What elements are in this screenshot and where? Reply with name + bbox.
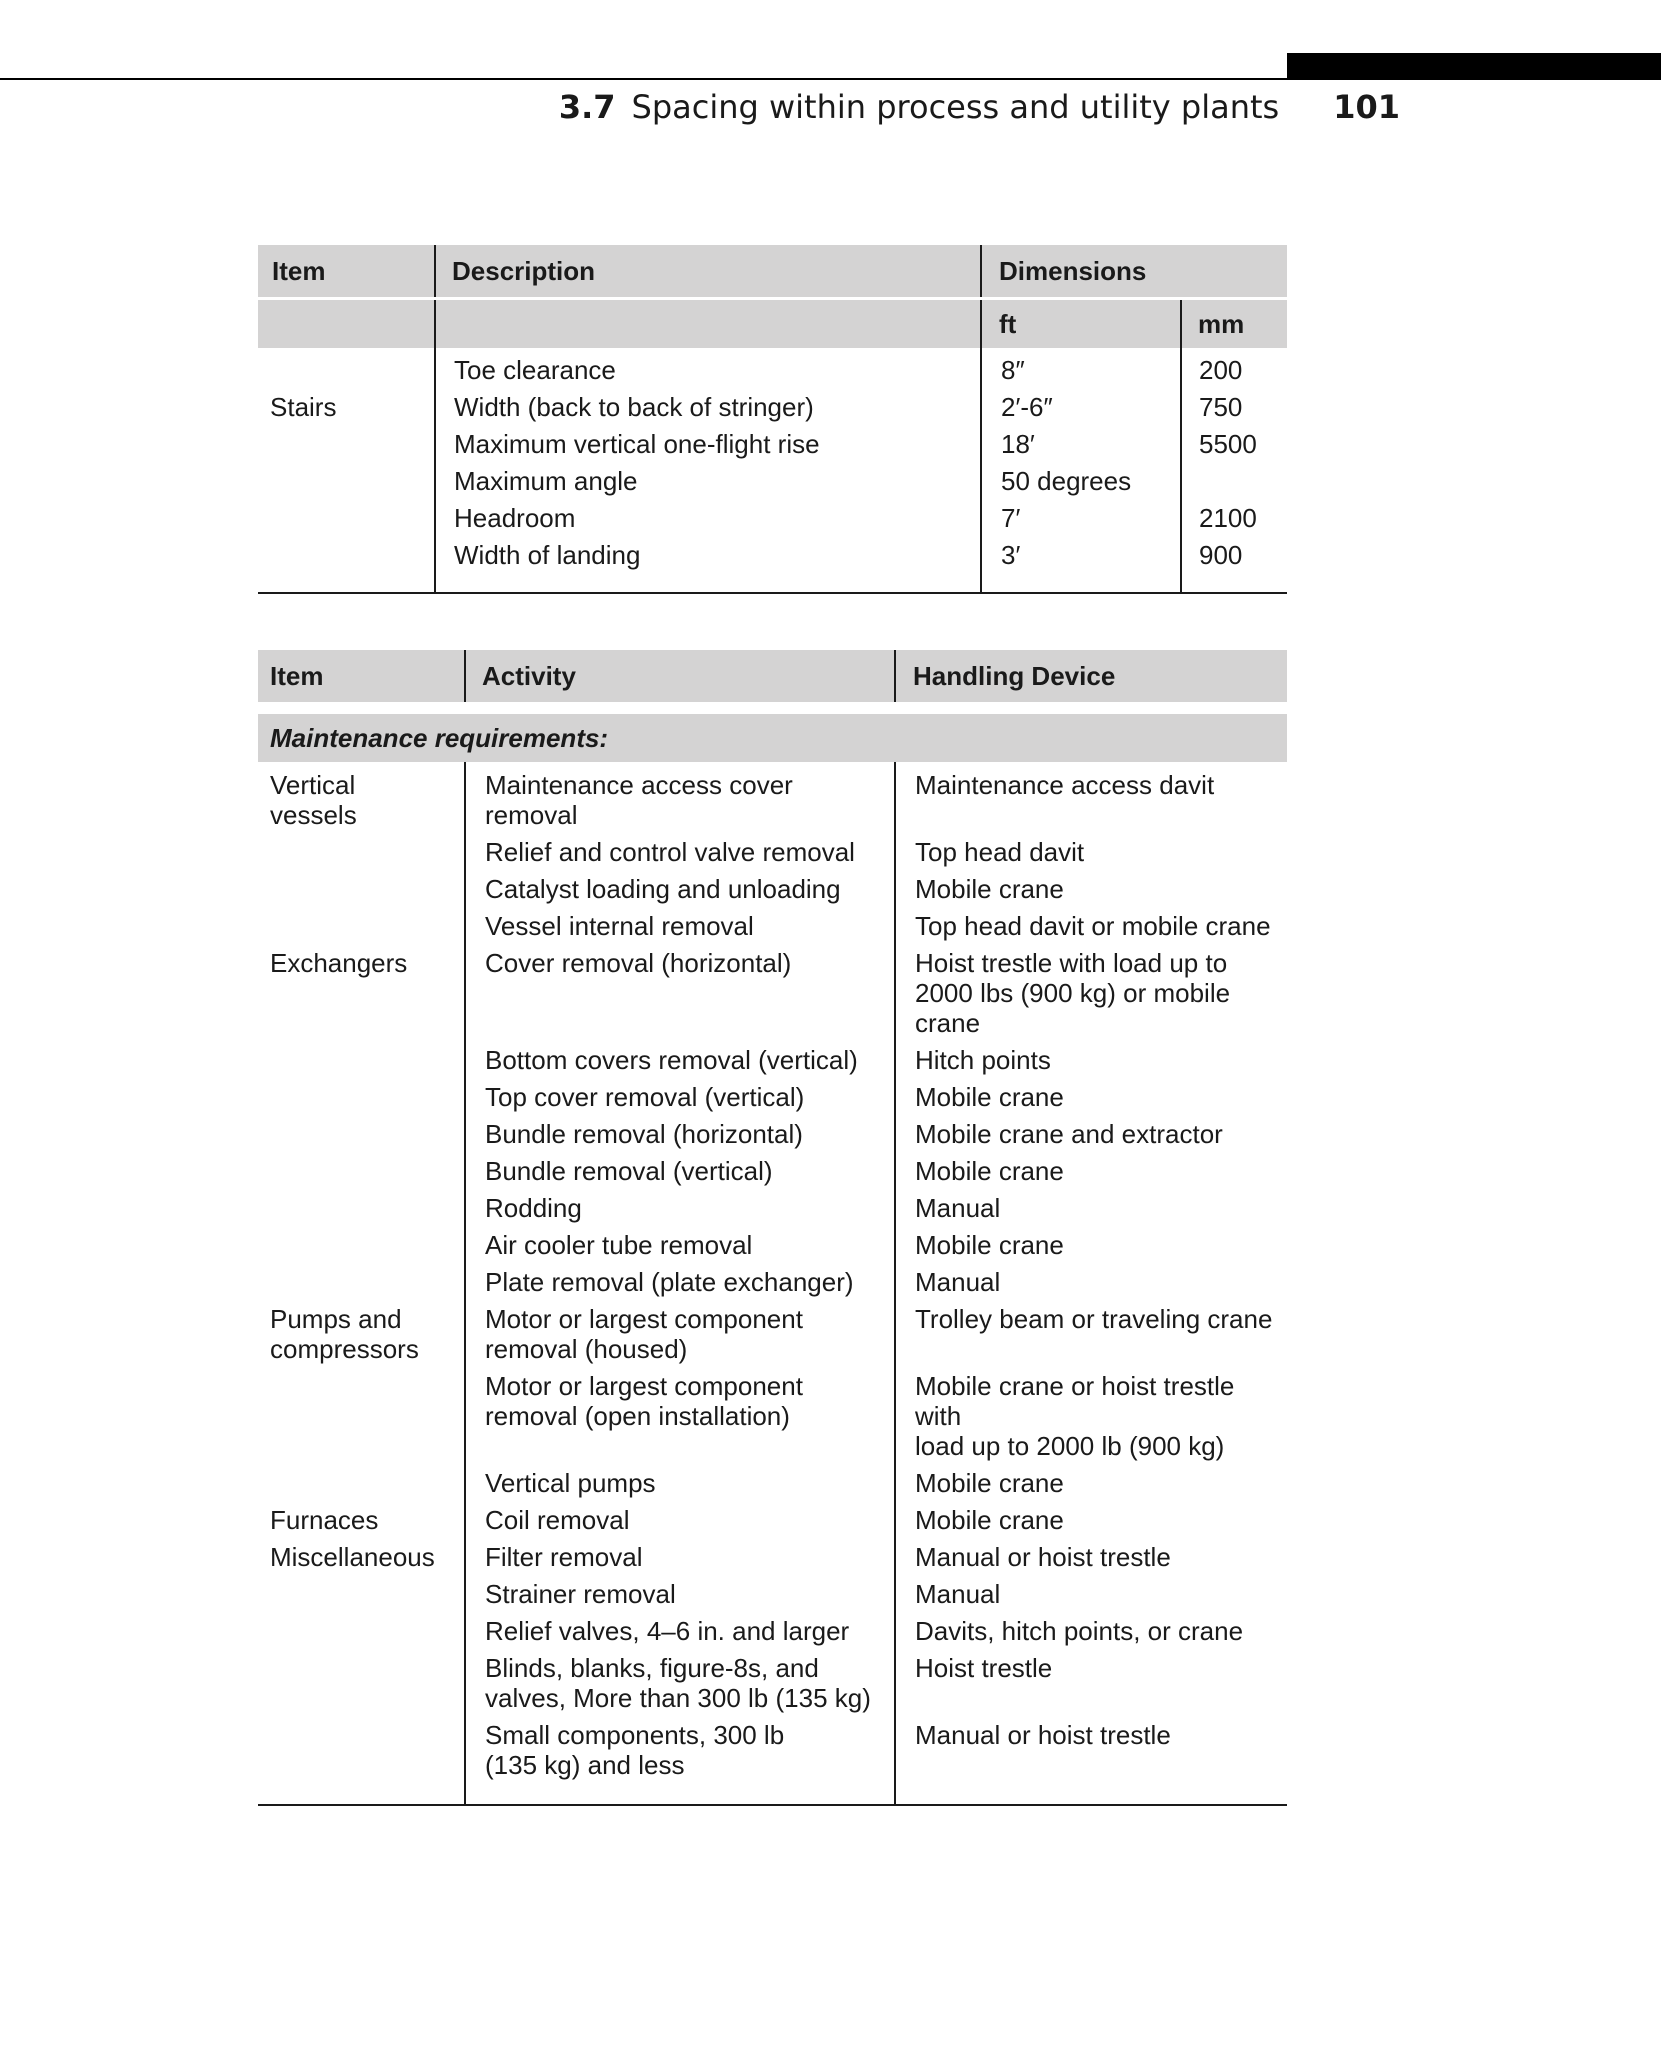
device-cell	[895, 908, 1287, 945]
header-mm: mm	[1181, 299, 1287, 349]
item-line: compressors	[270, 1334, 419, 1364]
activity-line: Motor or largest component	[485, 1304, 803, 1334]
header-item-blank	[258, 299, 435, 349]
activity-line: removal (housed)	[485, 1334, 688, 1364]
mm-value: 200	[1199, 355, 1243, 385]
activity-line: removal (open installation)	[485, 1401, 790, 1431]
activity-cell	[465, 1227, 895, 1264]
item-cell	[258, 908, 465, 945]
device-cell	[895, 1539, 1287, 1576]
item-cell	[258, 1116, 465, 1153]
item-cell	[258, 1576, 465, 1613]
mm-cell	[1181, 348, 1287, 593]
spacer-row	[258, 702, 1287, 714]
activity-cell	[465, 1264, 895, 1301]
activity-cell	[465, 1613, 895, 1650]
item-line: Exchangers	[270, 948, 408, 978]
device-line: Davits, hitch points, or crane	[915, 1616, 1244, 1646]
activity-line: Bottom covers removal (vertical)	[485, 1045, 858, 1075]
header-description: Description	[435, 245, 981, 299]
table-row	[258, 945, 1287, 1042]
item-cell	[258, 945, 465, 1042]
item-cell	[258, 1042, 465, 1079]
activity-line: Relief valves, 4–6 in. and larger	[485, 1616, 850, 1646]
activity-line: Blinds, blanks, figure-8s, and	[485, 1653, 819, 1683]
table-row	[258, 1153, 1287, 1190]
description-line: Width of landing	[454, 540, 641, 570]
ft-value: 50 degrees	[1001, 466, 1132, 496]
device-line: Mobile crane	[915, 1468, 1064, 1498]
activity-cell	[465, 1465, 895, 1502]
activity-line: Strainer removal	[485, 1579, 676, 1609]
header-activity: Activity	[465, 650, 895, 702]
device-line: Mobile crane	[915, 1082, 1064, 1112]
header-item: Item	[258, 245, 435, 299]
description-line: Width (back to back of stringer)	[454, 392, 814, 422]
item-cell	[258, 1650, 465, 1717]
activity-line: Top cover removal (vertical)	[485, 1082, 805, 1112]
activity-line: Rodding	[485, 1193, 582, 1223]
activity-line: Maintenance access cover	[485, 770, 793, 800]
device-cell	[895, 1227, 1287, 1264]
ft-value: 2′-6″	[1001, 392, 1053, 422]
activity-cell	[465, 908, 895, 945]
activity-line: Vessel internal removal	[485, 911, 754, 941]
activity-line: Vertical pumps	[485, 1468, 656, 1498]
device-line: Manual or hoist trestle	[915, 1542, 1171, 1572]
item-cell	[258, 1465, 465, 1502]
mm-value	[1199, 463, 1287, 500]
activity-line: Plate removal (plate exchanger)	[485, 1267, 854, 1297]
activity-cell	[465, 1539, 895, 1576]
stairs-dimensions-table	[258, 245, 1287, 594]
item-line: Vertical	[270, 770, 356, 800]
device-cell	[895, 1042, 1287, 1079]
device-line: load up to 2000 lb (900 kg)	[915, 1431, 1225, 1461]
description-cell	[435, 348, 981, 593]
activity-line: (135 kg) and less	[485, 1750, 685, 1780]
item-line: Furnaces	[270, 1505, 379, 1535]
activity-cell	[465, 1717, 895, 1805]
activity-line: Bundle removal (vertical)	[485, 1156, 773, 1186]
activity-cell	[465, 1368, 895, 1465]
device-line: Maintenance access davit	[915, 770, 1215, 800]
device-line: Mobile crane or hoist trestle with	[915, 1371, 1235, 1431]
item-cell	[258, 871, 465, 908]
activity-cell	[465, 834, 895, 871]
item-cell	[258, 1301, 465, 1368]
activity-cell	[465, 1650, 895, 1717]
section-number: 3.7	[558, 88, 616, 126]
device-cell	[895, 1190, 1287, 1227]
item-cell	[258, 1227, 465, 1264]
device-line: Hitch points	[915, 1045, 1051, 1075]
device-line: Manual	[915, 1579, 1001, 1609]
activity-cell	[465, 945, 895, 1042]
device-line: Hoist trestle	[915, 1653, 1053, 1683]
item-cell	[258, 1079, 465, 1116]
activity-cell	[465, 1576, 895, 1613]
device-line: Top head davit or mobile crane	[915, 911, 1271, 941]
device-cell	[895, 762, 1287, 834]
maintenance-handling-table	[258, 650, 1287, 1806]
device-line: Mobile crane and extractor	[915, 1119, 1223, 1149]
header-item: Item	[258, 650, 465, 702]
table-row	[258, 1717, 1287, 1805]
ft-value: 3′	[1001, 540, 1021, 570]
table-row	[258, 1079, 1287, 1116]
description-line: Headroom	[454, 503, 576, 533]
mm-value: 2100	[1199, 503, 1257, 533]
table-row	[258, 908, 1287, 945]
description-line: Toe clearance	[454, 355, 616, 385]
activity-line: Coil removal	[485, 1505, 630, 1535]
table-row	[258, 1116, 1287, 1153]
table-row	[258, 1576, 1287, 1613]
item-cell: Stairs	[258, 348, 435, 593]
device-line: Trolley beam or traveling crane	[915, 1304, 1273, 1334]
item-cell	[258, 1539, 465, 1576]
table-row	[258, 762, 1287, 834]
device-line: Mobile crane	[915, 1230, 1064, 1260]
table-row	[258, 1264, 1287, 1301]
device-line: Manual	[915, 1267, 1001, 1297]
header-handling-device: Handling Device	[895, 650, 1287, 702]
activity-line: Motor or largest component	[485, 1371, 803, 1401]
activity-line: Cover removal (horizontal)	[485, 948, 792, 978]
item-cell	[258, 1190, 465, 1227]
section-label: Maintenance requirements:	[258, 714, 1287, 762]
ft-value: 18′	[1001, 429, 1035, 459]
item-cell	[258, 1153, 465, 1190]
item-line: Pumps and	[270, 1304, 402, 1334]
activity-cell	[465, 762, 895, 834]
item-cell	[258, 1502, 465, 1539]
device-line: 2000 lbs (900 kg) or mobile	[915, 978, 1231, 1008]
section-title: Spacing within process and utility plants	[631, 88, 1280, 126]
device-cell	[895, 1717, 1287, 1805]
item-cell	[258, 1717, 465, 1805]
table-row	[258, 1227, 1287, 1264]
activity-cell	[465, 1190, 895, 1227]
table-row	[258, 1650, 1287, 1717]
item-cell	[258, 762, 465, 834]
table-row	[258, 1613, 1287, 1650]
mm-value: 750	[1199, 392, 1243, 422]
device-cell	[895, 1613, 1287, 1650]
device-cell	[895, 1465, 1287, 1502]
table-row	[258, 348, 1287, 593]
header-dimensions: Dimensions	[981, 245, 1287, 299]
activity-line: Filter removal	[485, 1542, 643, 1572]
ft-value: 7′	[1001, 503, 1021, 533]
activity-cell	[465, 1301, 895, 1368]
description-line: Maximum angle	[454, 466, 638, 496]
device-cell	[895, 1264, 1287, 1301]
table-row	[258, 1539, 1287, 1576]
activity-line: Small components, 300 lb	[485, 1720, 785, 1750]
ft-cell	[981, 348, 1181, 593]
device-line: Manual or hoist trestle	[915, 1720, 1171, 1750]
page-number: 101	[1333, 88, 1400, 126]
device-cell	[895, 1301, 1287, 1368]
header-ft: ft	[981, 299, 1181, 349]
table-row	[258, 1190, 1287, 1227]
header-black-bar	[1287, 53, 1661, 78]
activity-line: valves, More than 300 lb (135 kg)	[485, 1683, 871, 1713]
device-line: Mobile crane	[915, 874, 1064, 904]
device-cell	[895, 1153, 1287, 1190]
item-line: Miscellaneous	[270, 1542, 435, 1572]
description-line: Maximum vertical one-flight rise	[454, 429, 820, 459]
table-row	[258, 1368, 1287, 1465]
top-rule	[0, 78, 1661, 80]
table-row	[258, 871, 1287, 908]
running-head	[560, 88, 1400, 132]
table-row	[258, 1042, 1287, 1079]
mm-value: 5500	[1199, 429, 1257, 459]
table-row	[258, 1502, 1287, 1539]
activity-cell	[465, 1042, 895, 1079]
device-cell	[895, 834, 1287, 871]
device-cell	[895, 871, 1287, 908]
section-row	[258, 714, 1287, 762]
item-cell	[258, 834, 465, 871]
device-line: Hoist trestle with load up to	[915, 948, 1228, 978]
activity-line: Air cooler tube removal	[485, 1230, 753, 1260]
item-cell	[258, 1613, 465, 1650]
item-cell	[258, 1368, 465, 1465]
device-line: Top head davit	[915, 837, 1085, 867]
item-cell	[258, 1264, 465, 1301]
item-line: vessels	[270, 800, 357, 830]
device-cell	[895, 1576, 1287, 1613]
device-line: crane	[915, 1008, 981, 1038]
activity-line: Bundle removal (horizontal)	[485, 1119, 803, 1149]
device-cell	[895, 945, 1287, 1042]
activity-line: removal	[485, 800, 578, 830]
activity-line: Catalyst loading and unloading	[485, 874, 841, 904]
mm-value: 900	[1199, 540, 1243, 570]
activity-cell	[465, 1116, 895, 1153]
device-line: Mobile crane	[915, 1505, 1064, 1535]
device-cell	[895, 1650, 1287, 1717]
activity-cell	[465, 1079, 895, 1116]
activity-cell	[465, 1153, 895, 1190]
device-line: Manual	[915, 1193, 1001, 1223]
table-row	[258, 1465, 1287, 1502]
device-cell	[895, 1116, 1287, 1153]
table-row	[258, 834, 1287, 871]
device-cell	[895, 1502, 1287, 1539]
table-row	[258, 1301, 1287, 1368]
device-line: Mobile crane	[915, 1156, 1064, 1186]
activity-cell	[465, 1502, 895, 1539]
device-cell	[895, 1079, 1287, 1116]
device-cell	[895, 1368, 1287, 1465]
activity-line: Relief and control valve removal	[485, 837, 855, 867]
ft-value: 8″	[1001, 355, 1025, 385]
activity-cell	[465, 871, 895, 908]
header-description-blank	[435, 299, 981, 349]
